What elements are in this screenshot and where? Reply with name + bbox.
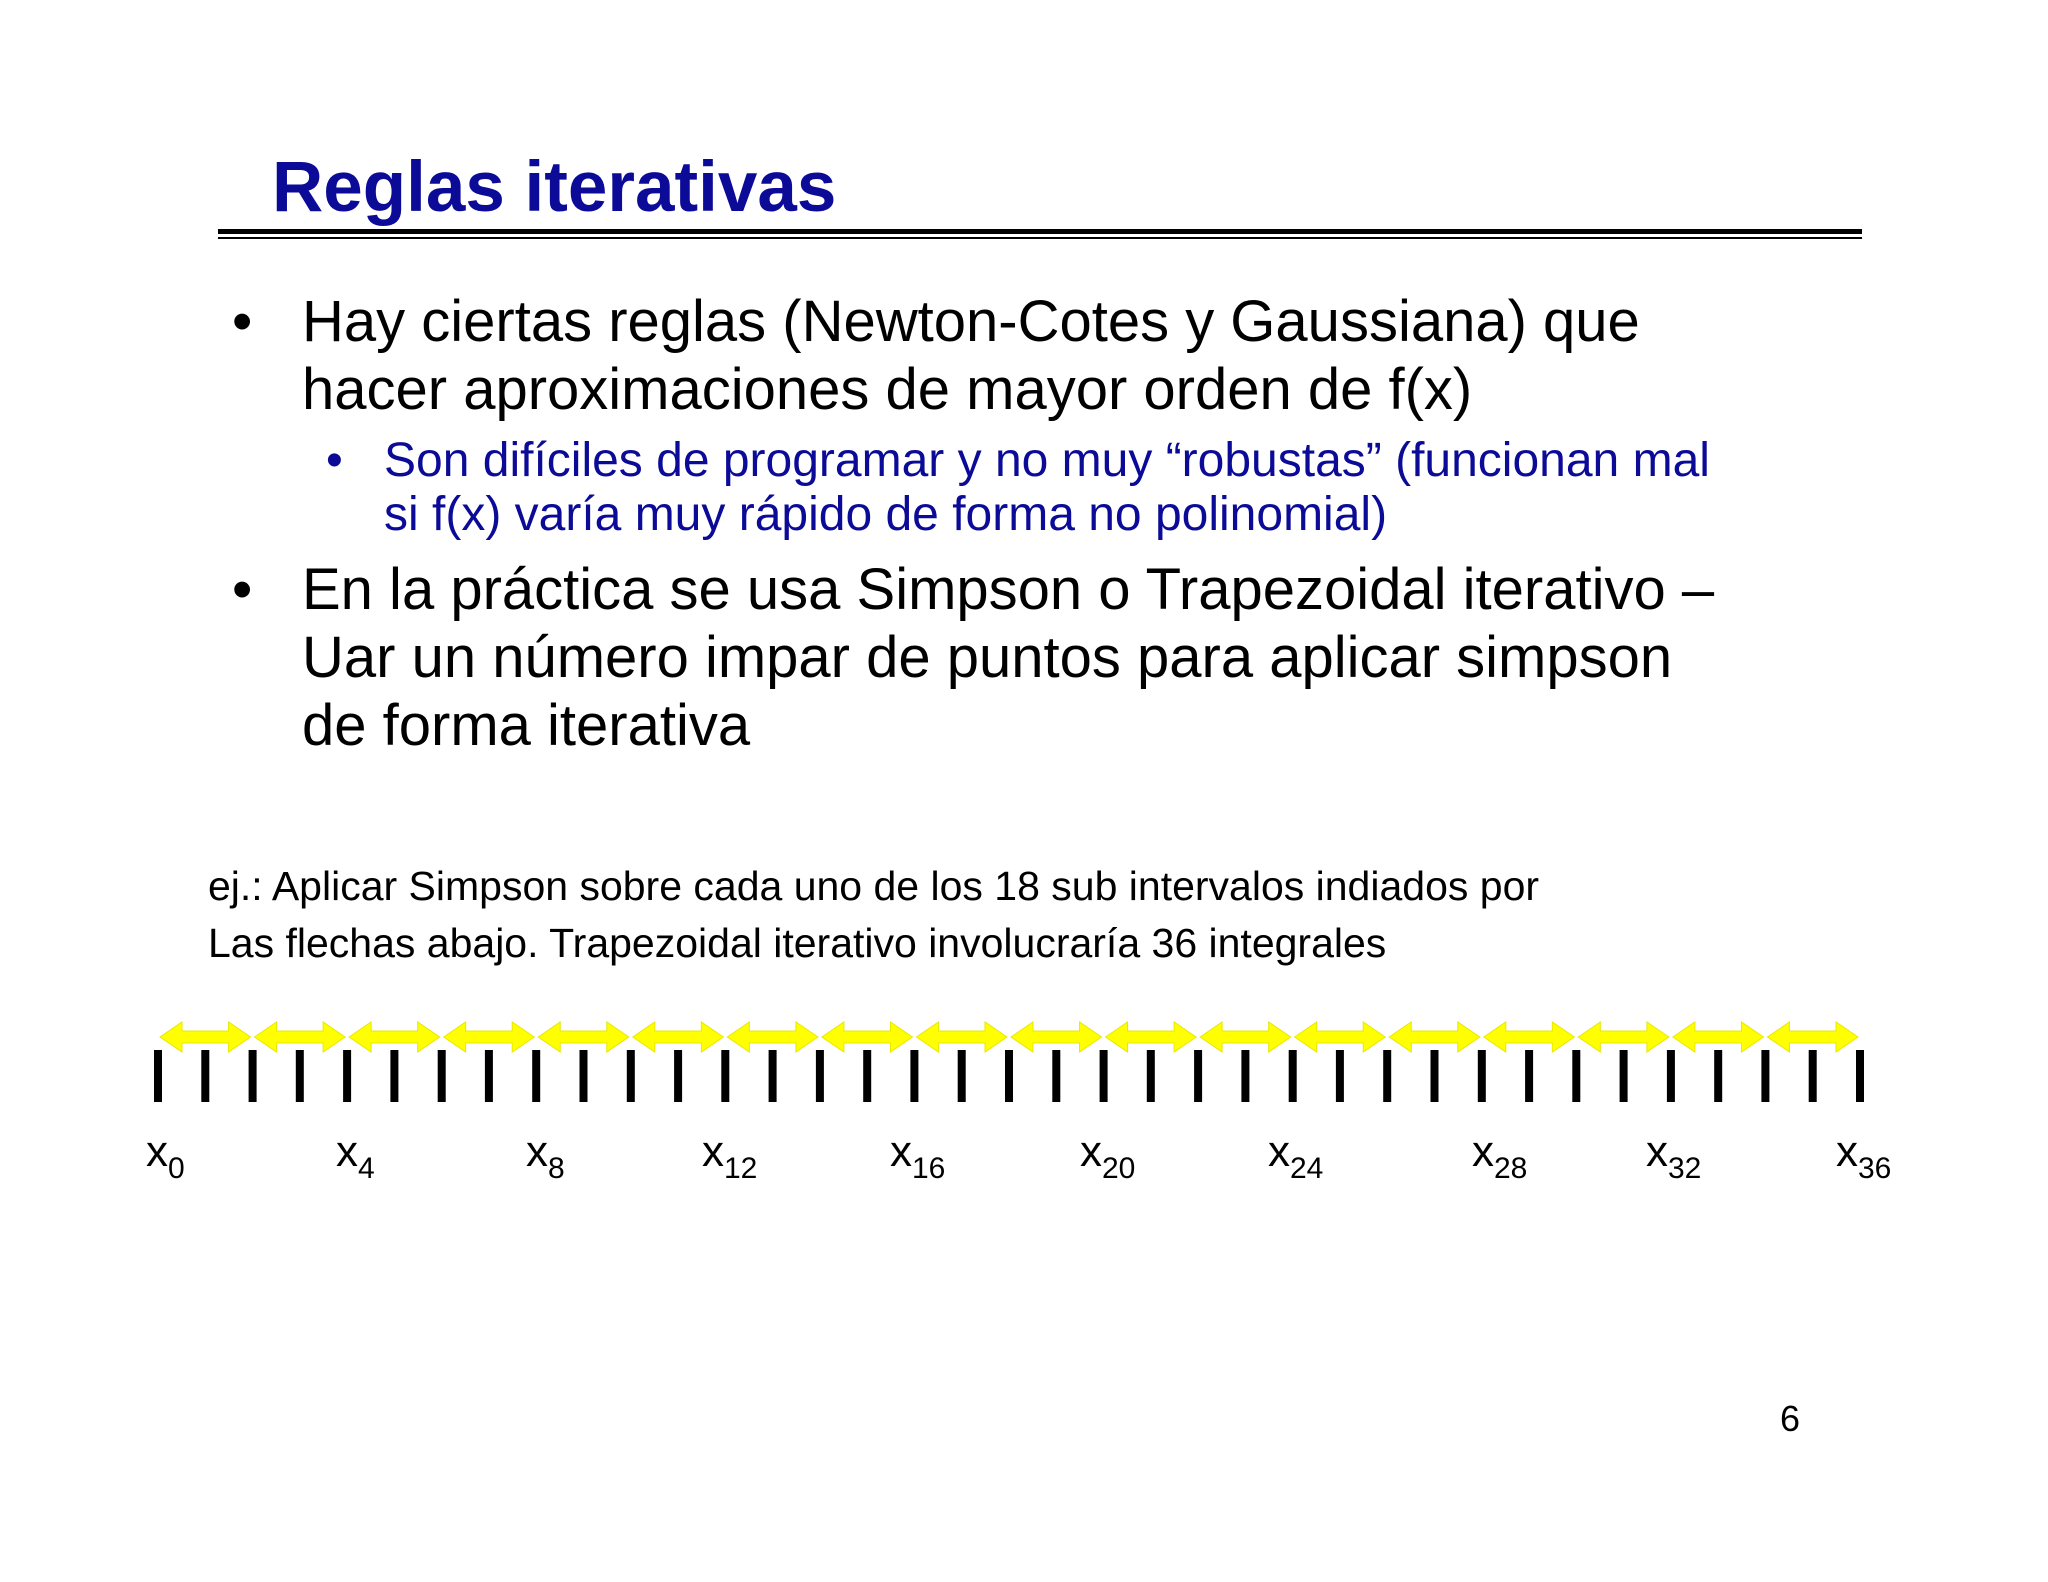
grid-tick [1147, 1050, 1155, 1102]
grid-tick [1667, 1050, 1675, 1102]
grid-tick [1809, 1050, 1817, 1102]
grid-label: $x_{32}$ [1646, 1127, 1702, 1185]
sub-bullet-marker: • [326, 434, 343, 487]
bullet-line: Hay ciertas reglas (Newton-Cotes y Gaussiana) que [302, 289, 1640, 354]
example-line: ej.: Aplicar Simpson sobre cada uno de los 18 sub intervalos indiados por [208, 863, 1540, 909]
grid-label: $x_4$ [336, 1127, 375, 1185]
bullet-line: hacer aproximaciones de mayor orden de f(x) [302, 357, 1473, 422]
grid-tick [1431, 1050, 1439, 1102]
grid-label: $x_{20}$ [1080, 1127, 1136, 1185]
grid-tick [721, 1050, 729, 1102]
grid-tick [1620, 1050, 1628, 1102]
interval-arrow [160, 1022, 251, 1052]
sub-bullet-line: si f(x) varía muy rápido de forma no polinomial) [384, 488, 1388, 541]
sub-bullet-line: Son difíciles de programar y no muy “robustas” (funcionan mal [384, 434, 1710, 487]
grid-tick [1052, 1050, 1060, 1102]
interval-arrow [1673, 1022, 1764, 1052]
grid-tick [532, 1050, 540, 1102]
interval-arrow [1389, 1022, 1480, 1052]
interval-arrow [255, 1022, 346, 1052]
grid-tick [154, 1050, 162, 1102]
bullet-marker: • [232, 557, 253, 622]
example-line: Las flechas abajo. Trapezoidal iterativo involucraría 36 integrales [208, 920, 1387, 966]
bullet-line: Uar un número impar de puntos para aplicar simpson [302, 625, 1673, 690]
interval-arrow [1106, 1022, 1197, 1052]
bullet-line: de forma iterativa [302, 693, 751, 758]
grid-tick [485, 1050, 493, 1102]
grid-label: $x_{16}$ [890, 1127, 946, 1185]
interval-arrow [916, 1022, 1007, 1052]
grid-tick [1100, 1050, 1108, 1102]
grid-tick [296, 1050, 304, 1102]
interval-arrow [1767, 1022, 1858, 1052]
grid-tick [1336, 1050, 1344, 1102]
grid-tick [1478, 1050, 1486, 1102]
grid-label: $x_{12}$ [702, 1127, 758, 1185]
grid-label: $x_{28}$ [1472, 1127, 1528, 1185]
interval-arrow [633, 1022, 724, 1052]
grid-tick [1856, 1050, 1864, 1102]
grid-tick [1761, 1050, 1769, 1102]
title-underline [218, 229, 1862, 234]
grid-tick [769, 1050, 777, 1102]
grid-tick [1289, 1050, 1297, 1102]
interval-arrow [538, 1022, 629, 1052]
page-number: 6 [1780, 1398, 1801, 1439]
simpson-interval-diagram [0, 990, 2048, 1210]
slide-title: Reglas iterativas [272, 148, 837, 227]
interval-arrow [349, 1022, 440, 1052]
interval-arrow [1484, 1022, 1575, 1052]
title-underline-thin [218, 237, 1862, 239]
interval-arrow [1295, 1022, 1386, 1052]
grid-tick [201, 1050, 209, 1102]
interval-arrow [727, 1022, 818, 1052]
grid-tick [580, 1050, 588, 1102]
grid-tick [958, 1050, 966, 1102]
interval-arrow [1011, 1022, 1102, 1052]
grid-tick [438, 1050, 446, 1102]
interval-arrow [1200, 1022, 1291, 1052]
grid-tick [1714, 1050, 1722, 1102]
bullet-marker: • [232, 289, 253, 354]
grid-label: $x_0$ [146, 1127, 185, 1185]
grid-tick [1005, 1050, 1013, 1102]
grid-tick [1383, 1050, 1391, 1102]
grid-tick [1194, 1050, 1202, 1102]
grid-tick [1572, 1050, 1580, 1102]
grid-tick [390, 1050, 398, 1102]
grid-tick [343, 1050, 351, 1102]
grid-tick [674, 1050, 682, 1102]
bullet-line: En la práctica se usa Simpson o Trapezoidal iterativo – [302, 557, 1715, 622]
grid-tick [1525, 1050, 1533, 1102]
grid-tick [863, 1050, 871, 1102]
grid-tick [816, 1050, 824, 1102]
interval-arrow [444, 1022, 535, 1052]
interval-arrow [822, 1022, 913, 1052]
grid-tick [627, 1050, 635, 1102]
grid-label: $x_{36}$ [1836, 1127, 1892, 1185]
grid-label: $x_8$ [526, 1127, 565, 1185]
grid-tick [1241, 1050, 1249, 1102]
grid-tick [910, 1050, 918, 1102]
interval-arrow [1578, 1022, 1669, 1052]
grid-label: $x_{24}$ [1268, 1127, 1324, 1185]
grid-tick [249, 1050, 257, 1102]
